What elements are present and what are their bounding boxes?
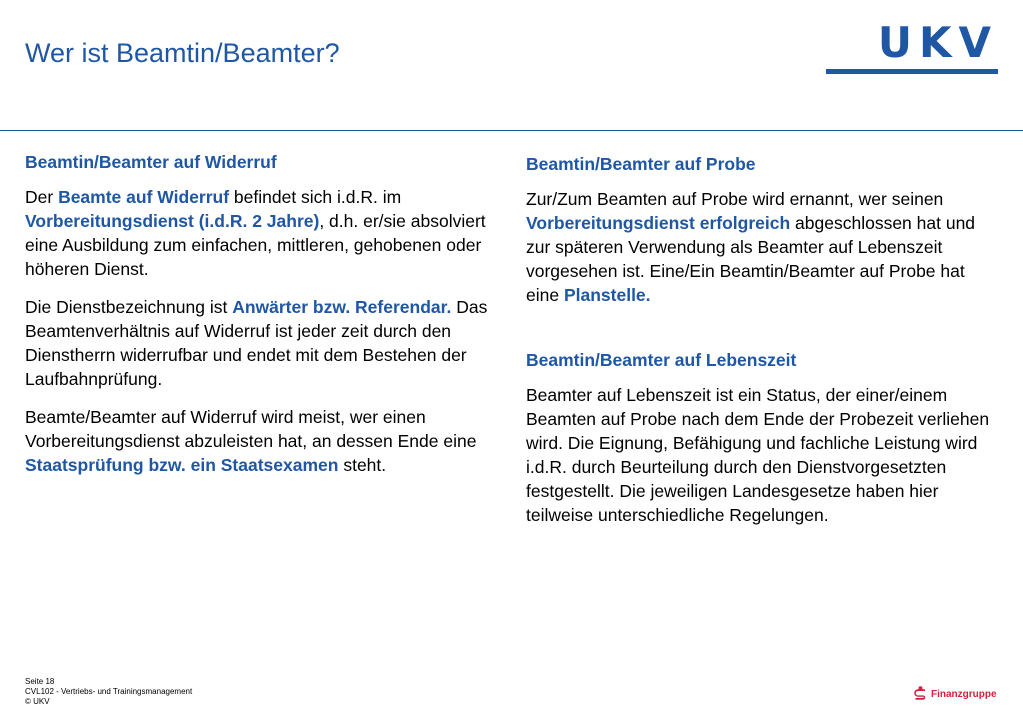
- text: steht.: [338, 455, 387, 475]
- page-title: Wer ist Beamtin/Beamter?: [25, 38, 340, 68]
- highlight-staatspruefung: Staatsprüfung bzw. ein Staatsexamen: [25, 455, 339, 475]
- heading-lebenszeit: Beamtin/Beamter auf Lebenszeit: [526, 350, 797, 370]
- text: abgeschlossen hat und zur späteren Verwendung als Beamter auf Lebenszeit vorgesehen ist. Eine/Ein Beamtin/Beamter auf Probe hat eine: [526, 213, 976, 305]
- paragraph-lebenszeit: Beamter auf Lebenszeit ist ein Status, der einer/einem Beamten auf Probe nach dem Ende der Probezeit verliehen wird. Die Eignung, Befähigung und fachliche Leistung wird i.d.R. durch Beurteilung durch den Dienstvorgesetzten festgestellt. Die jeweiligen Landesgesetze haben hier teilweise unterschiedliche Regelungen.: [526, 385, 990, 525]
- highlight-vorbereitungsdienst: Vorbereitungsdienst (i.d.R. 2 Jahre): [25, 211, 320, 231]
- heading-widerruf: Beamtin/Beamter auf Widerruf: [25, 152, 277, 172]
- ukv-logo-underline: [826, 69, 998, 74]
- course-name: CVL102 - Vertriebs- und Trainingsmanagement: [25, 687, 193, 696]
- highlight-vorbereitungsdienst-erfolgreich: Vorbereitungsdienst erfolgreich: [526, 213, 791, 233]
- ukv-logo-text: UKV: [877, 18, 998, 67]
- header-divider: [0, 130, 1023, 131]
- text: Die Dienstbezeichnung ist: [25, 297, 233, 317]
- sparkasse-s-icon: [914, 686, 927, 702]
- heading-probe: Beamtin/Beamter auf Probe: [526, 154, 756, 174]
- right-column: [526, 152, 996, 541]
- text: Zur/Zum Beamten auf Probe wird ernannt, wer seinen: [526, 189, 944, 209]
- highlight-anwaerter: Anwärter bzw. Referendar.: [232, 297, 452, 317]
- highlight-planstelle: Planstelle.: [563, 285, 651, 305]
- text: Beamte/Beamter auf Widerruf wird meist, wer einen Vorbereitungsdienst abzuleisten hat, an dessen Ende eine: [25, 407, 477, 451]
- copyright: © UKV: [25, 697, 50, 706]
- text: befindet sich i.d.R. im: [229, 187, 402, 207]
- paragraph-widerruf-3: [25, 405, 495, 477]
- ukv-logo: [826, 18, 998, 74]
- paragraph-widerruf-2: [25, 295, 495, 391]
- spacer: [526, 321, 996, 348]
- page-number: Seite 18: [25, 677, 55, 686]
- finanzgruppe-logo: [914, 686, 997, 702]
- highlight-beamte-auf-widerruf: Beamte auf Widerruf: [58, 187, 230, 207]
- footer: [25, 677, 192, 707]
- paragraph-probe: [526, 187, 996, 307]
- text: Das Beamtenverhältnis auf Widerruf ist jeder zeit durch den Dienstherrn widerrufbar und endet mit dem Bestehen der Laufbahnprüfung.: [25, 297, 488, 389]
- text: Der: [25, 187, 59, 207]
- finanzgruppe-text: Finanzgruppe: [931, 688, 997, 700]
- text: , d.h. er/sie absolviert eine Ausbildung zum einfachen, mittleren, gehobenen oder höheren Dienst.: [25, 211, 486, 279]
- left-column: [25, 150, 495, 491]
- paragraph-widerruf-1: [25, 185, 495, 281]
